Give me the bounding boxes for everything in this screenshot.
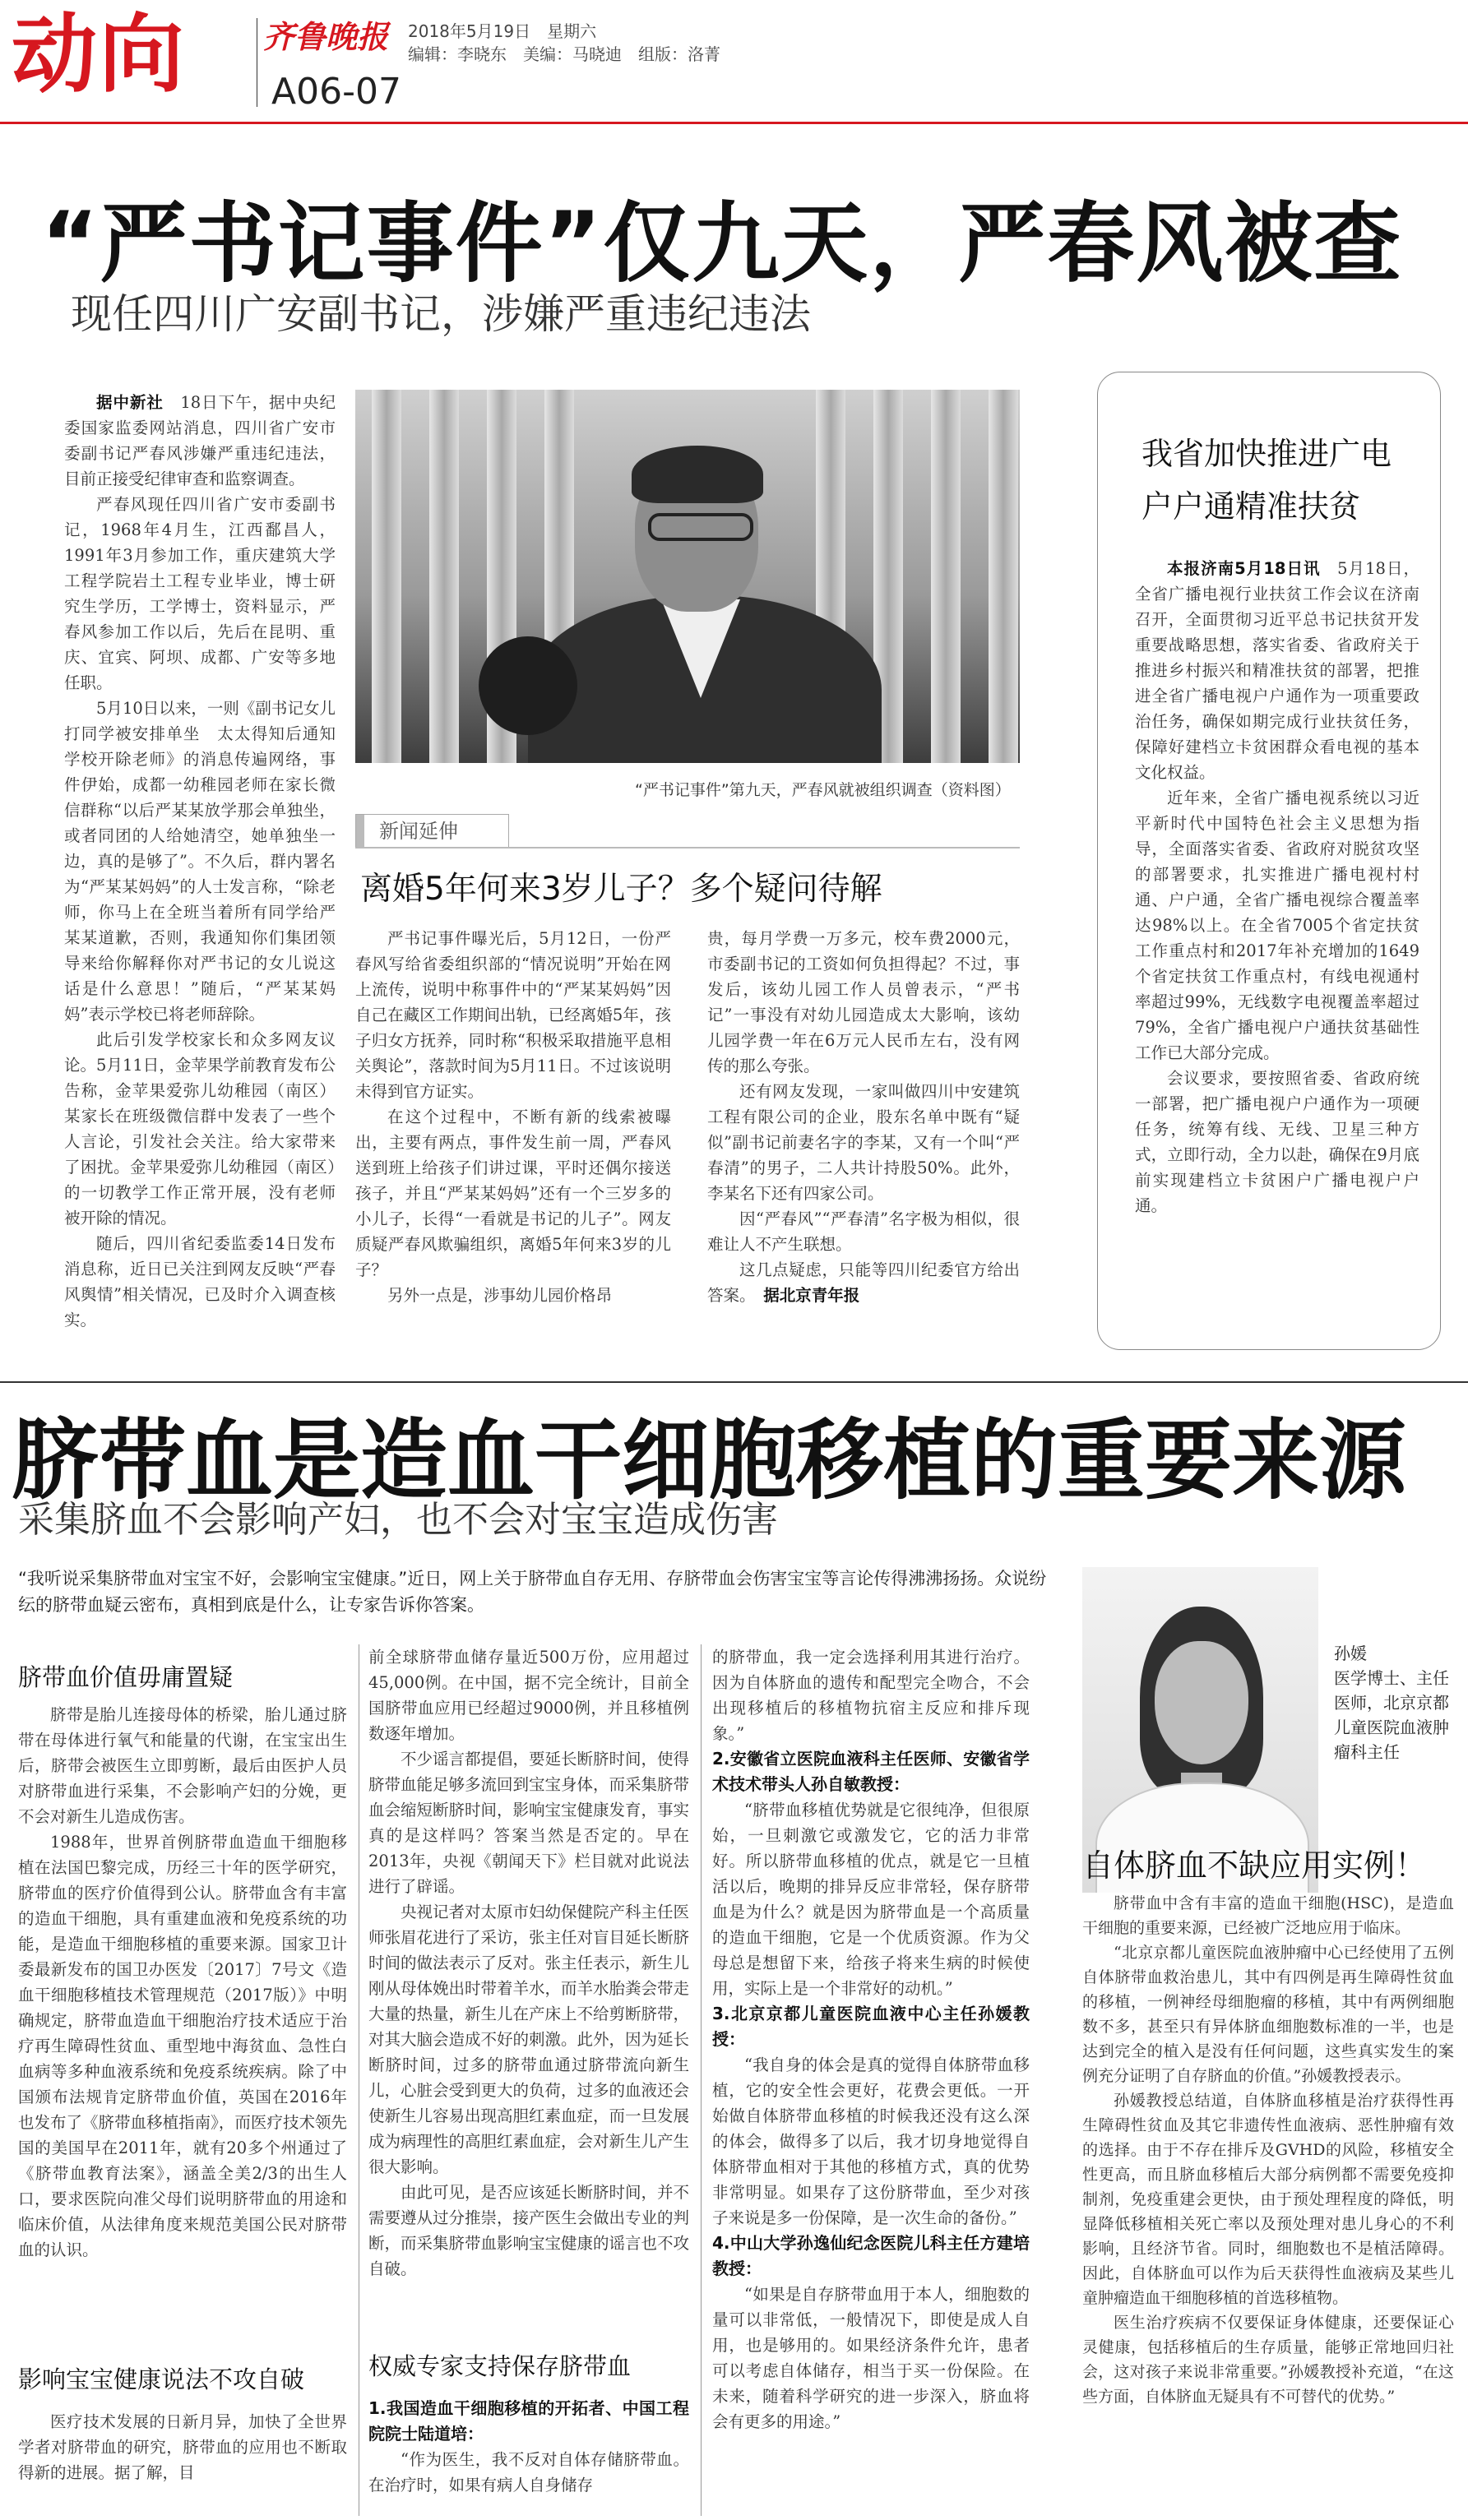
story1-para: 严春风现任四川省广安市委副书记，1968年4月生，江西鄱昌人，1991年3月参加工作，重庆建筑大学工程学院岩土工程专业毕业，博士研究生学历，工学博士，资料显示，严春风参加工作以后，先后在昆明、重庆、宜宾、阿坝、成都、广安等多地任职。 <box>64 495 336 692</box>
story2-column-2: 贵，每月学费一万多元，校车费2000元，市委副书记的工资如何负担得起？不过，事发后，该幼儿园工作人员曾表示，“严书记”一事没有对幼儿园造成太大影响，该幼儿园学费一年在6万元人民币左右，没有网传的那么夸张。 还有网友发现，一家叫做四川中安建筑工程有限公司的企业，股东名单中既有“疑似”副书记前妻名字的李某，又有一个叫“严春清”的男子，二人共计持股50%。此外，李某名下还有四家公司。 因“严春风”“严春清”名字极为相似，很难让人不产生联想。 这几点疑虑，只能等四川纪委官方给出答案。 据北京青年报 <box>707 929 1020 1305</box>
story3-headline: 脐带血是造血干细胞移植的重要来源 <box>12 1410 1406 1511</box>
story1-headline: “严书记事件”仅九天，严春风被查 <box>41 193 1403 294</box>
story3-subhead: 采集脐血不会影响产妇，也不会对宝宝造成伤害 <box>18 1499 778 1541</box>
story1-para: 5月10日以来，一则《副书记女儿打同学被安排单坐 太太得知后通知学校开除老师》的消息传遍网络，事件伊始，成都一幼稚园老师在家长微信群称“以后严某某放学那会单独坐，或者同团的人给她清空，她单独坐一边，真的是够了”。不久后，群内署名为“严某某妈妈”的人士发言称，“除老师，你马上在全班当着所有同学给严某某道歉，否则，我通知你们集团领导来给你解释你对严书记的女儿说这话是什么意思！”随后，“严某某妈妈”表示学校已将老师辞除。 <box>64 699 336 1024</box>
story1-para: 据中新社 18日下午，据中央纪委国家监委网站消息，四川省广安市委副书记严春风涉嫌严重违纪违法，目前正接受纪律审查和监察调查。 <box>64 393 336 488</box>
source-credit: 据北京青年报 <box>763 1286 860 1305</box>
side-column: 脐带血中含有丰富的造血干细胞(HSC)，是造血干细胞的重要来源，已经被广泛地应用于临床。 “北京京都儿童医院血液肿瘤中心已经使用了五例自体脐带血救治患儿，其中有四例是再生障碍性贫血的移植，一例神经母细胞瘤的移植，其中有两例细胞数不多，甚至只有异体脐血细胞数标准的一半，也是达到完全的植入是没有任何问题，这些真实发生的案例充分证明了自存脐血的价值。”孙媛教授表示。 孙媛教授总结道，自体脐血移植是治疗获得性再生障碍性贫血及其它非遗传性血液病、恶性肿瘤有效的选择。由于不存在排斥及GVHD的风险，移植安全性更高，而且脐血移植后大部分病例都不需要免疫抑制剂，免疫重建会更快，由于预处理程度的降低，明显降低移植相关死亡率以及预处理对患儿身心的不利影响，且经济节省。同时，细胞数也不是植活障碍。因此，自体脐血可以作为后天获得性血液病及某些儿童肿瘤造血干细胞移植的首选移植物。 医生治疗疾病不仅要保证身体健康，还要保证心灵健康，包括移植后的生存质量，能够正常地回归社会，这对孩子来说非常重要。”孙媛教授补充道，“在这些方面，自体脐血无疑具有不可替代的优势。” <box>1082 1894 1454 2406</box>
story1-subhead: 现任四川广安副书记，涉嫌严重违纪违法 <box>71 290 811 338</box>
page-number: A06-07 <box>271 71 401 113</box>
photo-caption: “严书记事件”第九天，严春风就被组织调查（资料图） <box>635 781 1011 799</box>
issue-date: 2018年5月19日 星期六 <box>408 21 597 41</box>
story2-headline: 离婚5年何来3岁儿子？多个疑问待解 <box>360 871 882 908</box>
expert-name: 孙媛 <box>1334 1644 1367 1663</box>
section-heading: 脐带血价值毋庸置疑 <box>18 1663 234 1691</box>
tag-rule <box>355 847 1020 848</box>
news-photo-yan-chunfeng <box>355 390 1020 763</box>
expert-bio <box>1334 1641 1457 1764</box>
sidebar-headline: 我省加快推进广电 户户通精准扶贫 <box>1142 436 1392 525</box>
section-rule <box>0 1381 1468 1383</box>
story3-column-2b: 1.我国造血干细胞移植的开拓者、中国工程院院士陆道培： “作为医生，我不反对自体存储脐带血。在治疗时，如果有病人自身储存 <box>368 2398 689 2495</box>
section-title: 动向 <box>12 4 187 104</box>
masthead-rule <box>0 122 1468 124</box>
story3-column-1b: 医疗技术发展的日新月异，加快了全世界学者对脐带血的研究，脐带血的应用也不断取得新的进展。据了解，目 <box>18 2412 347 2482</box>
column-rule <box>701 1644 702 2516</box>
section-heading: 影响宝宝健康说法不攻自破 <box>18 2365 305 2393</box>
section-heading: 权威专家支持保存脐带血 <box>368 2352 632 2380</box>
story3-column-3: 的脐带血，我一定会选择利用其进行治疗。因为自体脐血的遗传和配型完全吻合，不会出现移植后的移植物抗宿主反应和排斥现象。” 2.安徽省立医院血液科主任医师、安徽省学术技术带头人孙自敏教授： “脐带血移植优势就是它很纯净，但很原始，一旦刺激它或激发它，它的活力非常好。所以脐带血移植的优点，就是它一旦植活以后，晚期的排异反应非常轻，保存脐带血是为什么？就是因为脐带血是一个高质量的造血干细胞，它是一个优质资源。作为父母总是想留下来，给孩子将来生病的时候使用，实际上是一个非常好的动机。” 3.北京京都儿童医院血液中心主任孙媛教授： “我自身的体会是真的觉得自体脐带血移植，它的安全性会更好，花费会更低。一开始做自体脐带血移植的时候我还没有这么深的体会，做得多了以后，我才切身地觉得自体脐带血相对于其他的移植方式，真的优势非常明显。如果存了这份脐带血，至少对孩子来说是多一份保障，是一次生命的备份。” 4.中山大学孙逸仙纪念医院儿科主任方建培教授： “如果是自存脐带血用于本人，细胞数的量可以非常低，一般情况下，即使是成人自用，也是够用的。如果经济条件允许，患者可以考虑自体储存，相当于买一份保险。在未来，随着科学研究的进一步深入，脐血将会有更多的用途。” <box>712 1648 1030 2431</box>
editor-credits: 编辑：李晓东 美编：马晓迪 组版：洛菁 <box>408 44 720 64</box>
sidebar-body: 本报济南5月18日讯 5月18日，全省广播电视行业扶贫工作会议在济南召开，全面贯彻习近平总书记扶贫开发重要战略思想，落实省委、省政府关于推进乡村振兴和精准扶贫的部署，把推进全省广播电视户户通作为一项重要政治任务，确保如期完成行业扶贫任务，保障好建档立卡贫困群众看电视的基本文化权益。 近年来，全省广播电视系统以习近平新时代中国特色社会主义思想为指导，全面落实省委、省政府对脱贫攻坚的部署要求，扎实推进广播电视村村通、户户通，全省广播电视综合覆盖率达98%以上。在全省7005个省定扶贫工作重点村和2017年补充增加的1649个省定扶贫工作重点村，有线电视通村率超过99%，无线数字电视覆盖率超过79%，全省广播电视户户通扶贫基础性工作已大部分完成。 会议要求，要按照省委、省政府统一部署，把广播电视户户通作为一项硬任务，统筹有线、无线、卫星三种方式，立即行动，全力以赴，确保在9月底前实现建档立卡贫困户广播电视户户通。 <box>1135 559 1419 1215</box>
news-extension-tag: 新闻延伸 <box>355 814 509 848</box>
masthead-meta <box>408 20 720 66</box>
newspaper-logo: 齐鲁晚报 <box>263 18 389 55</box>
story1-para: 随后，四川省纪委监委14日发布消息称，近日已关注到网友反映“严春风舆情”相关情况，已及时介入调查核实。 <box>64 1234 336 1329</box>
story3-intro: “我听说采集脐带血对宝宝不好，会影响宝宝健康。”近日，网上关于脐带血自存无用、存脐带血会伤害宝宝等言论传得沸沸扬扬。众说纷纭的脐带血疑云密布，真相到底是什么，让专家告诉你答案。 <box>18 1569 1047 1615</box>
story3-column-2: 前全球脐带血储存量近500万份，应用超过45,000例。在中国，据不完全统计，目前全国脐带血应用已经超过9000例，并且移植例数逐年增加。 不少谣言都提倡，要延长断脐时间，使得脐带血能足够多流回到宝宝身体，而采集脐带血会缩短断脐时间，影响宝宝健康发育，事实真的是这样吗？答案当然是否定的。早在2013年，央视《朝闻天下》栏目就对此说法进行了辟谣。 央视记者对太原市妇幼保健院产科主任医师张眉花进行了采访，张主任对盲目延长断脐时间的做法表示了反对。张主任表示，新生儿刚从母体娩出时带着羊水，而羊水胎粪会带走大量的热量，新生儿在产床上不给剪断脐带，对其大脑会造成不好的刺激。此外，因为延长断脐时间，过多的脐带血通过脐带流向新生儿，心脏会受到更大的负荷，过多的血液还会使新生儿容易出现高胆红素血症，而一旦发展成为病理性的高胆红素血症，会对新生儿产生很大影响。 由此可见，是否应该延长断脐时间，并不需要遵从过分推崇，接产医生会做出专业的判断，而采集脐带血影响宝宝健康的谣言也不攻自破。 <box>368 1648 689 2278</box>
story3-column-1: 脐带是胎儿连接母体的桥梁，胎儿通过脐带在母体进行氧气和能量的代谢，在宝宝出生后，脐带会被医生立即剪断，最后由医护人员对脐带血进行采集，不会影响产妇的分娩，更不会对新生儿造成伤害。 1988年，世界首例脐带血造血干细胞移植在法国巴黎完成，历经三十年的医学研究，脐带血的医疗价值得到公认。脐带血含有丰富的造血干细胞，具有重建血液和免疫系统的功能，是造血干细胞移植的重要来源。国家卫计委最新发布的国卫办医发〔2017〕7号文《造血干细胞移植技术管理规范（2017版）》中明确规定，脐带血造血干细胞治疗技术适应于治疗再生障碍性贫血、重型地中海贫血、急性白血病等多种血液系统和免疫系统疾病。除了中国颁布法规肯定脐带血价值，英国在2016年也发布了《脐带血移植指南》，而医疗技术领先国的美国早在2011年，就有20多个州通过了《脐带血教育法案》，涵盖全美2/3的出生人口，要求医院向准父母们说明脐带血的用途和临床价值，从法律角度来规范美国公民对脐带血的认识。 <box>18 1705 347 2259</box>
story2-column-1: 严书记事件曝光后，5月12日，一份严春风写给省委组织部的“情况说明”开始在网上流传，说明中称事件中的“严某某妈妈”因自己在藏区工作期间出轨，已经离婚5年，孩子归女方抚养，同时称“积极采取措施平息相关舆论”，落款时间为5月11日。不过该说明未得到官方证实。 在这个过程中，不断有新的线索被曝出，主要有两点，事件发生前一周，严春风送到班上给孩子们讲过课，平时还偶尔接送孩子，并且“严某某妈妈”还有一个三岁多的小儿子，长得“一看就是书记的儿子”。网友质疑严春风欺骗组织，离婚5年何来3岁的儿子？ 另外一点是，涉事幼儿园价格昂 <box>355 929 671 1305</box>
story1-column <box>64 390 336 1368</box>
side-headline: 自体脐血不缺应用实例！ <box>1082 1847 1427 1884</box>
expert-title: 医学博士、主任医师，北京京都儿童医院血液肿瘤科主任 <box>1334 1668 1449 1762</box>
story1-para: 此后引发学校家长和众多网友议论。5月11日，金苹果学前教育发布公告称，金苹果爱弥儿幼稚园（南区）某家长在班级微信群中发表了一些个人言论，引发社会关注。给大家带来了困扰。金苹果爱弥儿幼稚园（南区）的一切教学工作正常开展，没有老师被开除的情况。 <box>64 1030 336 1228</box>
